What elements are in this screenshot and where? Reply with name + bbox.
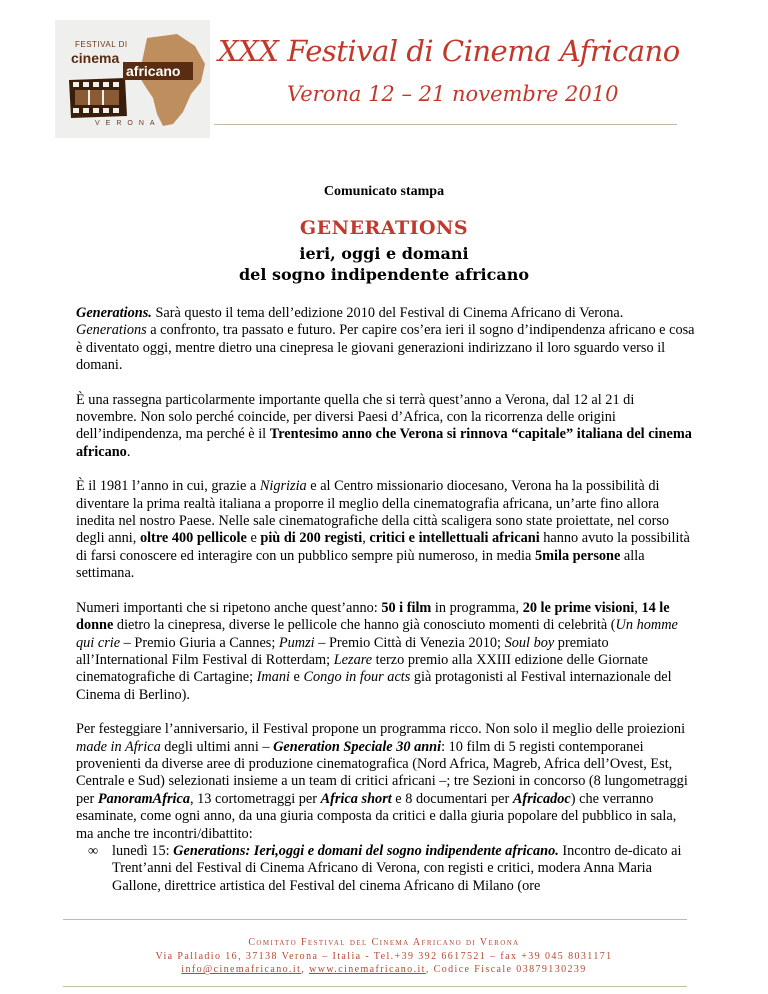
- text-run: 50 i film: [381, 599, 432, 616]
- text-run: in programma,: [431, 599, 523, 616]
- festival-logo: [55, 20, 210, 138]
- text-run: premiato all’International Film Festival di Rotterdam;: [76, 634, 609, 668]
- document-body: [76, 305, 696, 895]
- text-run: a confronto, tra passato e futuro. Per capire cos’era ieri il sogno d’indipendenza africano e cosa è diventato oggi, mentre dietro una cinepresa le giovani generazioni indirizzano il loro sguardo verso il domani.: [76, 322, 695, 374]
- footer-email-link[interactable]: info@cinemafricano.it: [181, 964, 302, 975]
- text-run: lunedì 15:: [112, 842, 174, 859]
- text-run: , 13 cortometraggi per: [190, 790, 321, 807]
- paragraph: [76, 478, 696, 582]
- logo-cinema-text: cinema: [71, 50, 120, 66]
- text-run: Generations.: [76, 305, 152, 321]
- header-subtitle: Verona 12 – 21 novembre 2010: [287, 82, 619, 106]
- text-run: ,: [634, 599, 642, 616]
- text-run: degli ultimi anni –: [160, 738, 274, 755]
- paragraph: [76, 600, 696, 704]
- footer-contacts: [0, 964, 768, 975]
- footer-divider-top: [63, 919, 687, 920]
- text-run: critici e intellettuali africani: [369, 530, 540, 547]
- text-run: oltre 400 pellicole: [139, 530, 247, 547]
- logo-city-text: VERONA: [95, 120, 161, 127]
- footer-organization: Comitato Festival del Cinema Africano di Verona: [248, 937, 520, 948]
- text-run: Soul boy: [504, 634, 555, 651]
- text-run: Lezare: [333, 651, 373, 668]
- footer-website-link[interactable]: www.cinemafricano.it: [309, 964, 426, 975]
- footer-separator: ,: [301, 964, 310, 975]
- text-run: Un homme qui crie: [76, 617, 678, 651]
- text-run: e: [246, 530, 261, 547]
- text-run: dietro la cinepresa, diverse le pellicole che hanno già conosciuto momenti di celebrità (: [113, 617, 616, 634]
- footer-fiscal-code: , Codice Fiscale 03879130239: [425, 964, 587, 975]
- list-item: [88, 843, 696, 895]
- text-run: Numeri importanti che si ripetono anche quest’anno:: [76, 599, 382, 616]
- text-run: È il 1981 l’anno in cui, grazie a: [76, 478, 260, 495]
- paragraph: [76, 305, 696, 375]
- text-run: Pumzi: [278, 634, 315, 651]
- text-run: 14 le donne: [76, 599, 670, 634]
- header-title: XXX Festival di Cinema Africano: [218, 34, 680, 68]
- text-run: e al Centro missionario diocesano, Verona ha la possibilità di diventare la prima realtà italiana a proporre il meglio della cinematografia africana, un’arte fino allora inedita nel nostro Paese. Nelle sale cinematografiche della città scaligera sono state proiettate, nel corso degli anni,: [76, 478, 670, 547]
- text-run: già protagonisti al Festival internazionale del Cinema di Berlino).: [76, 669, 672, 703]
- logo-festival-text: FESTIVAL DI: [75, 40, 128, 49]
- paragraph: [76, 721, 696, 843]
- text-run: Nigrizia: [259, 478, 307, 495]
- text-run: Generations: [76, 322, 147, 339]
- doc-subtitle-line2: del sogno indipendente africano: [238, 265, 530, 284]
- list-item-text: [112, 843, 681, 894]
- text-run: Generations: Ieri,oggi e domani del sogno indipendente africano.: [173, 842, 559, 859]
- text-run: ,: [362, 530, 370, 547]
- text-run: e: [289, 669, 304, 686]
- paragraph: [76, 392, 696, 462]
- text-run: È una rassegna particolarmente importante quella che si terrà quest’anno a Verona, dal 12 al 21 di novembre. Non solo perché coincide, per diversi Paesi d’Africa, con la ricorrenza delle origini dell’indipendenza, ma perché è il: [76, 391, 635, 443]
- text-run: made in Africa: [76, 738, 161, 755]
- doc-subtitle-line1: ieri, oggi e domani: [299, 244, 469, 263]
- text-run: e 8 documentari per: [391, 790, 513, 807]
- text-run: più di 200 registi: [260, 530, 363, 547]
- footer-address: Via Palladio 16, 37138 Verona – Italia - Tel.+39 392 6617521 – fax +39 045 8031171: [155, 951, 613, 962]
- text-run: PanoramAfrica: [97, 790, 190, 807]
- text-run: Congo in four acts: [303, 669, 411, 686]
- press-release-label: Comunicato stampa: [323, 184, 445, 199]
- text-run: Generation Speciale 30 anni: [273, 738, 442, 755]
- text-run: .: [126, 443, 131, 460]
- header-divider: [214, 124, 677, 125]
- bullet-icon: ∞: [88, 842, 99, 859]
- logo-africano-text: africano: [123, 62, 193, 80]
- text-run: Trentesimo anno che Verona si rinnova “capitale” italiana del cinema africano: [76, 426, 692, 460]
- text-run: : 10 film di 5 registi contemporanei provenienti da diverse aree di produzione cinematografica (Nord Africa, Magreb, Africa dell’Ovest, Est, Centrale e Sud) selezionati insieme a un team di critici africani –; tre Sezioni in concorso (8 lungometraggi per: [76, 738, 688, 807]
- text-run: hanno avuto la possibilità di farsi conoscere ed interagire con un pubblico sempre più numeroso, in media: [76, 530, 690, 564]
- text-run: terzo premio alla XXIII edizione delle Giornate cinematografiche di Cartagine;: [76, 651, 648, 686]
- text-run: – Premio Città di Venezia 2010;: [314, 634, 505, 651]
- text-run: Africa short: [320, 790, 392, 807]
- text-run: 20 le prime visioni: [522, 599, 635, 616]
- text-run: alla settimana.: [76, 547, 645, 582]
- footer-divider-bottom: [63, 986, 687, 987]
- text-run: Incontro de-dicato ai Trent’anni del Festival di Cinema Africano di Verona, con registi e critici, modera Anna Maria Gallone, direttrice artistica del Festival del cinema Africano di Milano (ore: [112, 842, 682, 894]
- text-run: Imani: [256, 669, 290, 686]
- text-run: ) che verranno esaminate, come ogni anno, da una giuria composta da critici e dalla giuria popolare del pubblico in sala, ma anche tre incontri/dibattito:: [76, 790, 677, 842]
- text-run: Africadoc: [512, 790, 571, 807]
- doc-title: GENERATIONS: [299, 217, 469, 239]
- text-run: 5mila persone: [534, 547, 621, 564]
- text-run: Per festeggiare l’anniversario, il Festival propone un programma ricco. Non solo il meglio delle proiezioni: [76, 721, 686, 738]
- text-run: Sarà questo il tema dell’edizione 2010 del Festival di Cinema Africano di Verona.: [151, 305, 624, 321]
- text-run: – Premio Giuria a Cannes;: [120, 634, 279, 651]
